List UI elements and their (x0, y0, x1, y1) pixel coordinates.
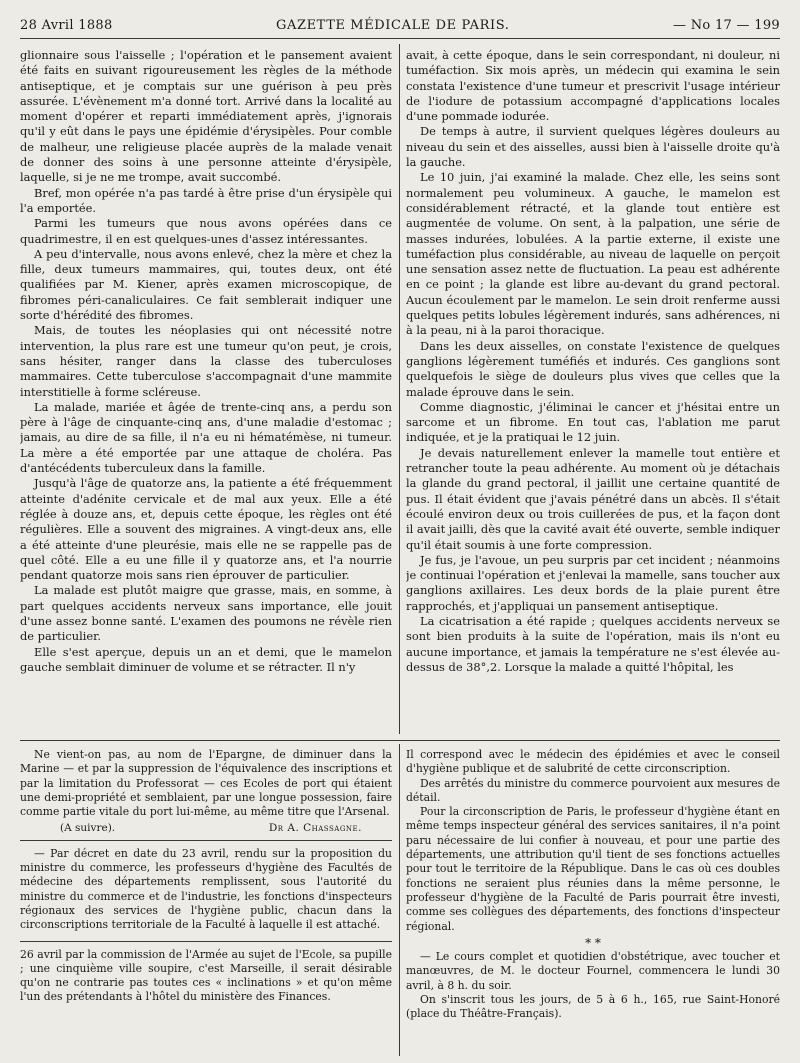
section-rule (20, 740, 780, 741)
article-author: Dr A. Chassagne. (268, 822, 362, 835)
upper-right-paragraph: Dans les deux aisselles, on constate l'existence de quelques ganglions légèrement tuméfiés et indurés. Ces ganglions sont quelquefois le siège de douleurs plus vives que celles que la malade éprouve dans le sein. (406, 338, 780, 399)
upper-left-paragraph: Mais, de toutes les néoplasies qui ont nécessité notre intervention, la plus rare est une tumeur qu'on peut, je crois, sans hésiter, ranger dans la classe des tuberculoses mammaires. Cette tuberculose s'accompagnait d'une mammite interstitielle à forme scléreuse. (20, 323, 392, 399)
lower-column-divider (399, 744, 400, 1056)
upper-column-divider (399, 44, 400, 734)
upper-right-paragraph: La cicatrisation a été rapide ; quelques accidents nerveux se sont bien produits à la suite de l'opération, mais ils n'ont eu aucune importance, et jamais la température ne s'est élevée au-dessus de 38°,2. Lorsque la malade a quitté l'hôpital, les (406, 613, 780, 674)
upper-left-paragraph: Bref, mon opérée n'a pas tardé à être prise d'un érysipèle qui l'a emportée. (20, 185, 392, 215)
upper-left-paragraph: La malade est plutôt maigre que grasse, mais, en somme, à part quelques accidents nerveux sans importance, elle jouit d'une assez bonne santé. L'examen des poumons ne révèle rien de particulier. (20, 583, 392, 644)
upper-left-paragraph: Elle s'est aperçue, depuis un an et demi, que le mamelon gauche semblait diminuer de volume et se rétracter. Il n'y (20, 644, 392, 674)
upper-right-paragraph: avait, à cette époque, dans le sein correspondant, ni douleur, ni tuméfaction. Six mois après, un médecin qui examina le sein constata l'existence d'une tumeur et prescrivit l'usage intérieur de l'iodure de potassium accompagné d'applications locales d'une pommade iodurée. (406, 48, 780, 124)
upper-right-paragraph: De temps à autre, il survient quelques légères douleurs au niveau du sein et des aisselles, aussi bien à l'aisselle droite qu'à la gauche. (406, 124, 780, 170)
upper-right-paragraph: Je devais naturellement enlever la mamelle tout entière et retrancher toute la peau adhérente. Au moment où je détachais la glande du grand pectoral, il jaillit une certaine quantité de pus. Il était évident que j'avais pénétré dans un abcès. Il s'était écoulé environ deux ou trois cuillerées de pus, et la façon dont il avait jailli, dès que la cavité avait été ouverte, semble indiquer qu'il était soumis à une forte compression. (406, 445, 780, 552)
lower-left-paragraph: Ne vient-on pas, au nom de l'Epargne, de diminuer dans la Marine — et par la suppression de l'équivalence des inscriptions et par la limitation du Professorat — ces Ecoles de port qui étaient une demi-propriété et semblaient, par une longue possession, faire comme partie vitale du port lui-même, au même titre que l'Arsenal. (20, 748, 392, 819)
lower-left-paragraph: — Par décret en date du 23 avril, rendu sur la proposition du ministre du commerce, les professeurs d'hygiène des Facultés de médecine des départements remplissent, sous l'autorité du ministre du commerce et de l'industrie, les fonctions d'inspecteurs régionaux des services de l'hygiène public, chacun dans la circonscriptions territoriale de la Faculté à laquelle il est attaché. (20, 846, 392, 932)
section-separator-stars: * * (585, 935, 601, 950)
upper-left-column (20, 48, 392, 738)
upper-left-paragraph: Parmi les tumeurs que nous avons opérées dans ce quadrimestre, il en est quelques-unes d'assez intéressantes. (20, 216, 392, 246)
header-rule (20, 38, 780, 39)
article-signature (20, 821, 392, 835)
lower-right-column (406, 748, 780, 1058)
lower-left-paragraph: 26 avril par la commission de l'Armée au sujet de l'Ecole, sa pupille ; une cinquième ville soupire, c'est Marseille, il serait désirable qu'on ne contrarie pas toutes ces « inclinations » et qu'on même l'un des prétendants à l'hôtel du ministère des Finances. (20, 947, 392, 1004)
journal-title: GAZETTE MÉDICALE DE PARIS. (275, 17, 510, 33)
upper-right-paragraph: Le 10 juin, j'ai examiné la malade. Chez elle, les seins sont normalement peu volumineux. A gauche, le mamelon est considérablement rétracté, et la glande tout entière est augmentée de volume. On sent, à la palpation, une série de masses indurées, lobulées. A la partie externe, il existe une tuméfaction plus considérable, au niveau de laquelle on perçoit une sensation assez nette de fluctuation. La peau est adhérente en ce point ; la glande est libre au-devant du grand pectoral. Aucun écoulement par le mamelon. Le sein droit renferme aussi quelques petits lobules légèrement indurés, sans adhérences, ni à la peau, ni à la paroi thoracique. (406, 170, 780, 338)
lower-left-column (20, 748, 392, 1058)
upper-left-paragraph: Jusqu'à l'âge de quatorze ans, la patiente a été fréquemment atteinte d'adénite cervicale et de mal aux yeux. Elle a été réglée à douze ans, et, depuis cette époque, les règles ont été régulières. Elle a souvent des migraines. A vingt-deux ans, elle a été atteinte d'une pleurésie, mais elle ne se rappelle pas de quel côté. Elle a eu une fille il y quatorze ans, et l'a nourrie pendant quatorze mois sans rien éprouver de particulier. (20, 476, 392, 583)
lower-right-paragraph: Des arrêtés du ministre du commerce pourvoient aux mesures de détail. (406, 776, 780, 804)
upper-left-paragraph: La malade, mariée et âgée de trente-cinq ans, a perdu son père à l'âge de cinquante-cinq ans, d'une maladie d'estomac ; jamais, au dire de sa fille, il n'a eu ni hématémèse, ni tumeur. La mère a été emportée par une attaque de choléra. Pas d'antécédents tuberculeux dans la famille. (20, 399, 392, 476)
upper-right-paragraph: Comme diagnostic, j'éliminai le cancer et j'hésitai entre un sarcome et un fibrome. En tout cas, l'ablation me parut indiquée, et je la pratiquai le 12 juin. (406, 399, 780, 445)
to-be-continued: (A suivre). (60, 822, 116, 835)
upper-right-paragraph: Je fus, je l'avoue, un peu surpris par cet incident ; néanmoins je continuai l'opération et j'enlevai la mamelle, sans toucher aux ganglions axillaires. Les deux bords de la plaie purent être rapprochés, et j'appliquai un pansement antiseptique. (406, 552, 780, 613)
notice-rule (20, 840, 392, 841)
page-header (20, 14, 780, 36)
issue-date: 28 Avril 1888 (20, 17, 113, 33)
lower-right-paragraph: Il correspond avec le médecin des épidémies et avec le conseil d'hygiène publique et de salubrité de cette circonscription. (406, 748, 780, 776)
upper-left-paragraph: glionnaire sous l'aisselle ; l'opération et le pansement avaient été faits en suivant rigoureusement les règles de la méthode antiseptique, et je comptais sur une guérison à peu près assurée. L'évènement m'a donné tort. Arrivé dans la localité au moment d'opérer et reparti immédiatement après, j'ignorais qu'il y eût dans le pays une épidémie d'érysipèles. Pour comble de malheur, une religieuse placée auprès de la malade venait de donner des soins à une personne atteinte d'érysipèle, laquelle, si je ne me trompe, avait succombé. (20, 48, 392, 185)
lower-right-paragraph: On s'inscrit tous les jours, de 5 à 6 h., 165, rue Saint-Honoré (place du Théâtre-Français). (406, 993, 780, 1021)
notice-rule (20, 941, 392, 942)
upper-left-paragraph: A peu d'intervalle, nous avons enlevé, chez la mère et chez la fille, deux tumeurs mammaires, qui, toutes deux, ont été qualifiées par M. Kiener, après examen microscopique, de fibromes péri-canaliculaires. Ce fait semblerait indiquer une sorte d'hérédité des fibromes. (20, 246, 392, 323)
lower-right-paragraph: — Le cours complet et quotidien d'obstétrique, avec toucher et manœuvres, de M. le docteur Fournel, commencera le lundi 30 avril, à 8 h. du soir. (406, 950, 780, 992)
upper-right-column (406, 48, 780, 738)
lower-right-paragraph: Pour la circonscription de Paris, le professeur d'hygiène étant en même temps inspecteur général des services sanitaires, il n'a point paru nécessaire de lui confier à nouveau, et pour une partie des départements, une attribution qu'il tient de ses fonctions actuelles pour tout le territoire de la République. Dans le cas où ces doubles fonctions ne seraient plus réunies dans la même personne, le professeur d'hygiène de la Faculté de Paris pourrait être investi, comme ses collègues des départements, des fonctions d'inspecteur régional. (406, 805, 780, 933)
issue-page-number: — No 17 — 199 (672, 17, 780, 33)
